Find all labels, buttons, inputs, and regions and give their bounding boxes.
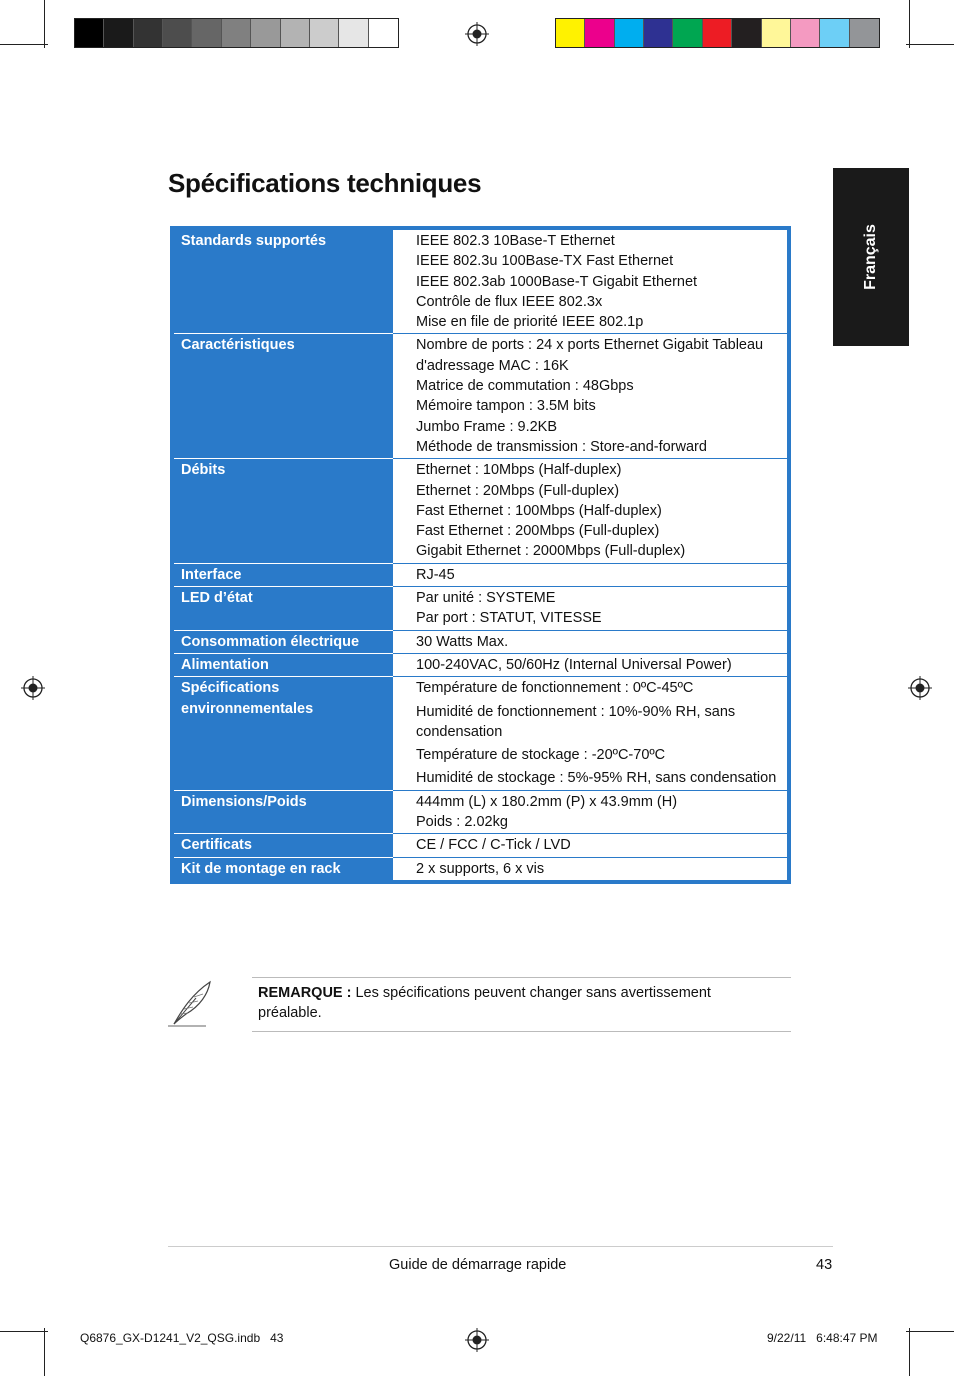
table-row [174,834,787,857]
grayscale-swatch [369,19,398,47]
spec-value-line: Mémoire tampon : 3.5M bits [416,398,596,415]
spec-value-line: Mise en file de priorité IEEE 802.1p [416,314,644,331]
spec-value-line: Température de fonctionnement : 0ºC-45ºC [416,680,694,697]
grayscale-swatch [163,19,192,47]
spec-value-line: Par unité : SYSTEME [416,590,556,607]
spec-value-line: Ethernet : 10Mbps (Half-duplex) [416,462,622,479]
spec-value-line: Par port : STATUT, VITESSE [416,610,602,627]
grayscale-swatch [75,19,104,47]
process-swatch [820,19,849,47]
spec-label: Interface [174,563,393,586]
spec-value-line: 30 Watts Max. [416,633,509,650]
crop-mark [906,1331,954,1332]
grayscale-swatch [310,19,339,47]
grayscale-swatch [192,19,221,47]
note-text [258,983,778,1023]
table-row [174,334,787,459]
crop-mark [909,0,910,48]
spec-value [393,459,787,563]
spec-table [170,226,791,884]
spec-label: LED d’état [174,587,393,631]
registration-mark-icon [21,676,45,700]
grayscale-swatch [104,19,133,47]
spec-label: Alimentation [174,653,393,676]
process-swatch [556,19,585,47]
process-swatch [791,19,820,47]
footer-divider [168,1246,833,1247]
spec-value [393,563,787,586]
spec-value-line: Humidité de fonctionnement : 10%-90% RH, sans condensation [416,703,736,740]
note-divider [252,1031,791,1032]
spec-label: Kit de montage en rack [174,857,393,880]
spec-value-line: Gigabit Ethernet : 2000Mbps (Full-duplex) [416,543,686,560]
spec-value-line: Contrôle de flux IEEE 802.3x [416,293,603,310]
table-row [174,790,787,834]
process-swatch [644,19,673,47]
process-swatch [732,19,761,47]
page-title: Spécifications techniques [168,168,482,198]
process-swatch [615,19,644,47]
spec-value-line: Jumbo Frame : 9.2KB [416,418,558,435]
grayscale-color-bar [74,18,399,48]
spec-value [393,653,787,676]
table-row [174,587,787,631]
spec-value-line: 2 x supports, 6 x vis [416,860,545,877]
table-row [174,563,787,586]
process-swatch [673,19,702,47]
spec-label: Caractéristiques [174,334,393,459]
spec-label: Consommation électrique [174,630,393,653]
footer-guide-title: Guide de démarrage rapide [389,1257,567,1273]
spec-value [393,587,787,631]
registration-mark-icon [465,1328,489,1352]
table-row [174,230,787,334]
registration-mark-icon [465,22,489,46]
spec-value-line: Ethernet : 20Mbps (Full-duplex) [416,482,620,499]
spec-value-line: Fast Ethernet : 100Mbps (Half-duplex) [416,502,662,519]
spec-value-line: IEEE 802.3 10Base-T Ethernet [416,233,615,249]
grayscale-swatch [281,19,310,47]
language-tab [833,168,909,346]
spec-label: Certificats [174,834,393,857]
spec-value-line: Matrice de commutation : 48Gbps [416,378,634,395]
crop-mark [0,1331,48,1332]
note-divider [252,977,791,978]
crop-mark [44,0,45,48]
language-tab-label: Français [862,224,879,290]
spec-label: Dimensions/Poids [174,790,393,834]
spec-label: Débits [174,459,393,563]
table-row [174,653,787,676]
spec-value-line: 100-240VAC, 50/60Hz (Internal Universal Power) [416,656,732,673]
grayscale-swatch [251,19,280,47]
spec-value [393,334,787,459]
crop-mark [909,1328,910,1376]
table-row [174,459,787,563]
process-color-bar [555,18,880,48]
process-swatch [703,19,732,47]
process-swatch [585,19,614,47]
table-row [174,630,787,653]
grayscale-swatch [222,19,251,47]
spec-value-line: IEEE 802.3u 100Base-TX Fast Ethernet [416,253,674,270]
page-number: 43 [816,1257,833,1273]
spec-value [393,834,787,857]
grayscale-swatch [134,19,163,47]
feather-pen-icon [166,976,216,1028]
spec-label: Standards supportés [174,230,393,334]
spec-value-line: 444mm (L) x 180.2mm (P) x 43.9mm (H) [416,793,678,810]
spec-value [393,230,787,334]
slug-file-name: Q6876_GX-D1241_V2_QSG.indb 43 [80,1331,284,1345]
spec-value-line: Température de stockage : -20ºC-70ºC [416,747,666,764]
spec-label: Spécifications environnementales [174,677,393,790]
table-row [174,677,787,790]
crop-mark [906,44,954,45]
spec-value [393,630,787,653]
spec-value [393,677,787,790]
spec-value-line: IEEE 802.3ab 1000Base-T Gigabit Ethernet [416,273,698,290]
spec-value-line: Poids : 2.02kg [416,814,508,831]
spec-value-line: RJ-45 [416,566,455,583]
crop-mark [44,1328,45,1376]
spec-value-line: Fast Ethernet : 200Mbps (Full-duplex) [416,523,660,540]
note-label: REMARQUE : [258,985,352,1001]
note-body: Les spécifications peuvent changer sans avertissement préalable. [258,985,711,1021]
crop-mark [0,44,48,45]
spec-value-line: Nombre de ports : 24 x ports Ethernet Gigabit Tableau d'adressage MAC : 16K [416,337,764,374]
spec-value-line: CE / FCC / C-Tick / LVD [416,837,571,854]
grayscale-swatch [339,19,368,47]
registration-mark-icon [908,676,932,700]
spec-value [393,857,787,880]
slug-timestamp: 9/22/11 6:48:47 PM [767,1331,878,1345]
spec-value [393,790,787,834]
table-row [174,857,787,880]
process-swatch [762,19,791,47]
spec-value-line: Humidité de stockage : 5%-95% RH, sans condensation [416,770,777,787]
process-swatch [850,19,879,47]
spec-value-line: Méthode de transmission : Store-and-forward [416,438,707,455]
